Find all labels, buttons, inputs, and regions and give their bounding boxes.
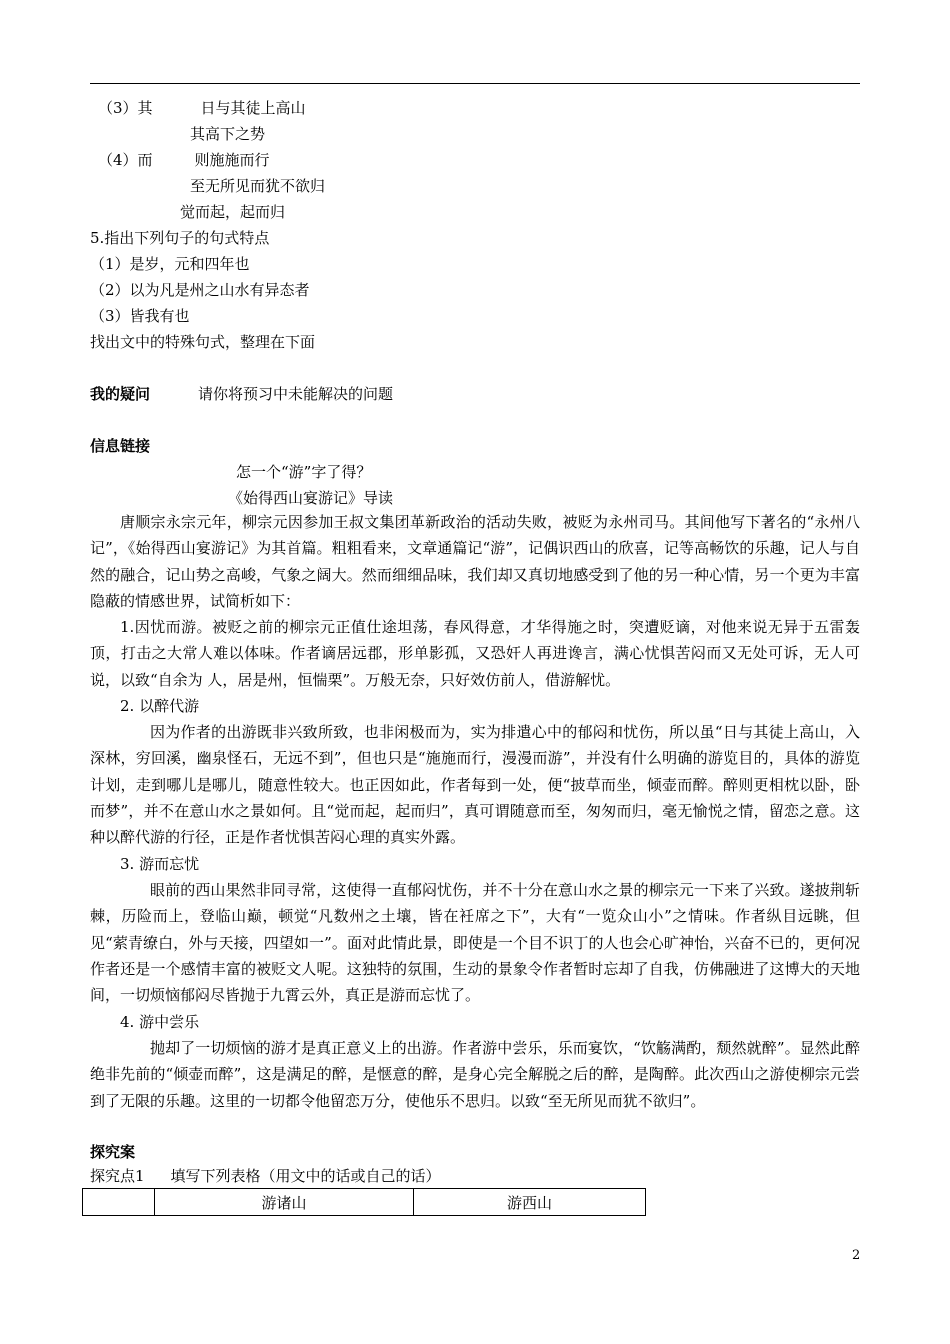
q5-item-1: （1）是岁，元和四年也 <box>90 255 250 273</box>
q4-example-2: 至无所见而犹不欲归 <box>190 177 326 195</box>
page-number: 2 <box>852 1248 861 1263</box>
q3-example-1: 日与其徒上高山 <box>200 99 306 117</box>
explore-title: 探究案 <box>90 1143 136 1161</box>
explore-table <box>82 1188 646 1216</box>
q3-label: （3）其 <box>98 99 153 117</box>
q4-line1 <box>98 150 270 170</box>
table-cell-blank[interactable] <box>83 1189 155 1216</box>
q4-label: （4）而 <box>98 151 153 169</box>
q5-item-2: （2）以为凡是州之山水有异态者 <box>90 281 310 299</box>
table-row <box>83 1189 646 1216</box>
explore-instruction: 填写下列表格（用文中的话或自己的话） <box>170 1167 441 1185</box>
q4-example-1: 则施施而行 <box>194 151 270 169</box>
info-heading-2: 2. 以醉代游 <box>120 697 200 715</box>
info-intro-paragraph: 唐顺宗永宗元年，柳宗元因参加王叔文集团革新政治的活动失败，被贬为永州司马。其间他写下著名的“永州八记”，《始得西山宴游记》为其首篇。粗粗看来，文章通篇记“游”，记偶识西山的欣喜，记等高畅饮的乐趣，记人与自然的融合，记山势之高峻，气象之阔大。然而细细品味，我们却又真切地感受到了他的另一种心情，另一个更为丰富隐蔽的情感世界，试简析如下： <box>90 513 860 610</box>
explore-point-line <box>90 1166 441 1186</box>
info-paragraph-4: 抛却了一切烦恼的游才是真正意义上的出游。作者游中尝乐，乐而宴饮，“饮觞满酌，颓然就醉”。显然此醉绝非先前的“倾壶而醉”，这是满足的醉，是惬意的醉，是身心完全解脱之后的醉，是陶醉。此次西山之游使柳宗元尝到了无限的乐趣。这里的一切都令他留恋万分，使他乐不思归。以致“至无所见而犹不欲归”。 <box>90 1039 860 1110</box>
info-heading-4: 4. 游中尝乐 <box>120 1013 200 1031</box>
info-paragraph-1: 1.因忧而游。被贬之前的柳宗元正值仕途坦荡，春风得意，才华得施之时，突遭贬谪，对他来说无异于五雷轰顶，打击之大常人难以体味。作者谪居远郡，形单影孤，又恐奸人再进谗言，满心忧惧苦闷而又无处可诉，无人可说，以致“自余为 人，居是州，恒惴栗”。万般无奈，只好效仿前人，借游解忧。 <box>90 618 860 689</box>
info-subtitle-1: 怎一个“游”字了得？ <box>236 463 372 481</box>
info-title: 信息链接 <box>90 437 151 455</box>
doubt-title: 我的疑问 <box>90 385 151 403</box>
info-subtitle-2: 《始得西山宴游记》导读 <box>228 489 394 507</box>
doubt-line <box>90 384 393 404</box>
info-paragraph-3: 眼前的西山果然非同寻常，这使得一直郁闷忧伤，并不十分在意山水之景的柳宗元一下来了兴致。遂披荆斩棘，历险而上，登临山巅，顿觉“凡数州之土壤，皆在衽席之下”，大有“一览众山小”之情味。作者纵目远眺，但见“萦青缭白，外与天接，四望如一”。面对此情此景，即使是一个目不识丁的人也会心旷神怡，兴奋不已的，更何况作者还是一个感情丰富的被贬文人呢。这独特的氛围，生动的景象令作者暂时忘却了自我，仿佛融进了这博大的天地间，一切烦恼郁闷尽皆抛于九霄云外，真正是游而忘忧了。 <box>90 881 860 1005</box>
header-rule <box>90 83 860 84</box>
table-header-xishan: 游西山 <box>414 1189 646 1216</box>
doubt-text: 请你将预习中未能解决的问题 <box>198 385 394 403</box>
info-heading-3: 3. 游而忘忧 <box>120 855 200 873</box>
q4-example-3: 觉而起，起而归 <box>180 203 286 221</box>
info-paragraph-2: 因为作者的出游既非兴致所致，也非闲极而为，实为排遣心中的郁闷和忧伤，所以虽“日与其徒上高山，入深林，穷回溪，幽泉怪石，无远不到”，但也只是“施施而行，漫漫而游”，并没有什么明确的游览目的，具体的游览计划，走到哪儿是哪儿，随意性较大。也正因如此，作者每到一处，便“披草而坐，倾壶而醉。醉则更相枕以卧，卧而梦”，并不在意山水之景如何。且“觉而起，起而归”，真可谓随意而至，匆匆而归，毫无愉悦之情，留恋之意。这种以醉代游的行径，正是作者忧惧苦闷心理的真实外露。 <box>90 723 860 847</box>
q5-item-3: （3）皆我有也 <box>90 307 190 325</box>
q3-example-2: 其高下之势 <box>190 125 266 143</box>
q5-title: 5.指出下列句子的句式特点 <box>90 229 270 247</box>
table-header-zhushan: 游诸山 <box>155 1189 414 1216</box>
explore-point-label: 探究点1 <box>90 1167 145 1185</box>
q3-line1 <box>98 98 306 118</box>
q5-note: 找出文中的特殊句式，整理在下面 <box>90 333 316 351</box>
